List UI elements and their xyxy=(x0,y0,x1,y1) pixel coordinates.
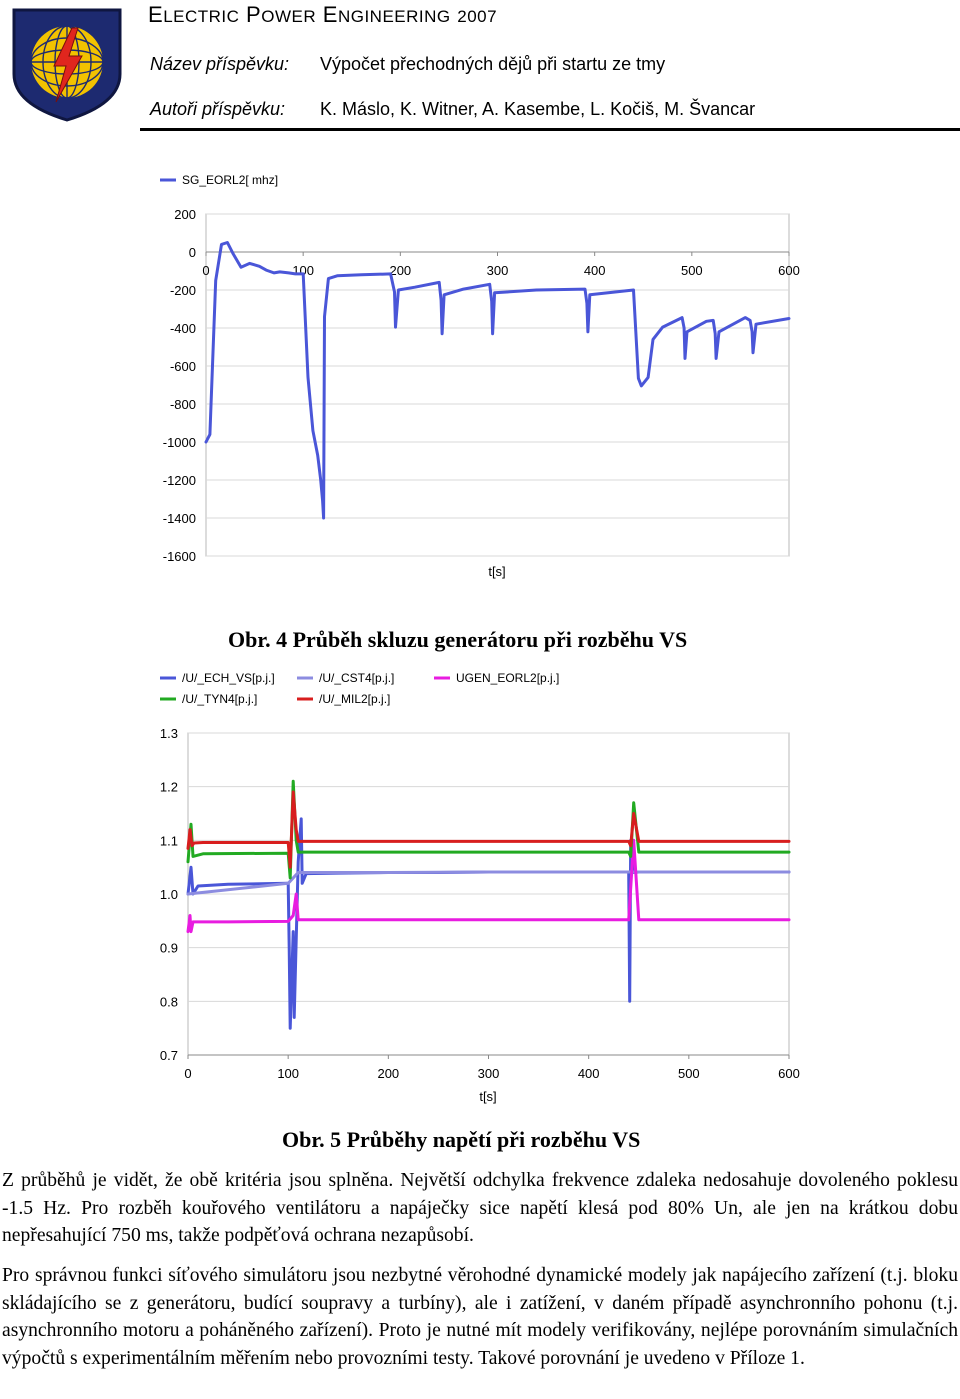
y-tick-label: -600 xyxy=(169,359,196,374)
x-tick-label: 0 xyxy=(202,263,210,278)
slip-chart xyxy=(0,160,960,590)
x-tick-label: 0 xyxy=(184,1066,192,1081)
x-tick-label: 300 xyxy=(477,1066,500,1081)
authors-value: K. Máslo, K. Witner, A. Kasembe, L. Kočiš, M. Švancar xyxy=(320,99,756,119)
y-tick-label: 1.3 xyxy=(159,726,178,741)
x-tick-label: 500 xyxy=(677,1066,700,1081)
y-tick-label: -1400 xyxy=(162,511,196,526)
conference-name: ELECTRIC POWER ENGINEERING 2007 xyxy=(148,2,498,27)
x-tick-label: 200 xyxy=(377,1066,400,1081)
x-tick-label: 400 xyxy=(583,263,606,278)
x-tick-label: 100 xyxy=(277,1066,300,1081)
voltage-chart xyxy=(0,660,960,1115)
authors-label: Autoři příspěvku: xyxy=(150,99,286,119)
y-tick-label: 0.7 xyxy=(159,1048,178,1063)
y-tick-label: 0.9 xyxy=(159,940,178,956)
figure4-caption: Obr. 4 Průběh skluzu generátoru při rozběhu VS xyxy=(228,627,688,652)
x-tick-label: 100 xyxy=(292,263,315,278)
legend-entry: /U/_ECH_VS[p.j.] xyxy=(182,671,275,685)
legend-entry: /U/_TYN4[p.j.] xyxy=(182,692,258,706)
x-tick-label: 600 xyxy=(778,263,800,278)
body-paragraph-1: Z průběhů je vidět, že obě kritéria jsou splněna. Největší odchylka frekvence zdaleka nedosahuje dovoleného poklesu -1.5 Hz. Pro rozběh kouřového ventilátoru a napáječky sice napětí klesá pod 80% Un, ale jen na krátkou dobu nepřesahující 750 ms, takže podpěťová ochrana nezapůsobí. xyxy=(2,1170,958,1246)
legend-entry: SG_EORL2[ mhz] xyxy=(182,173,279,187)
y-tick-label: 1.1 xyxy=(159,833,178,849)
y-tick-label: -1000 xyxy=(162,435,196,450)
y-tick-label: 1.0 xyxy=(159,887,178,902)
y-tick-label: -1600 xyxy=(162,549,196,564)
body-paragraph-2: Pro správnou funkci síťového simulátoru jsou nezbytné věrohodné dynamické modely jak napájecího zařízení (t.j. bloku skládajícího se z generátoru, budící soupravy a turbíny), ale i zatížení, v daném případě asynchronního pohonu (t.j. asynchronního motoru a poháněného zařízení). Proto je nutné mít modely verifikovány, nejlépe porovnáním simulačních výpočtů s experimentálním měřením nebo provozními testy. Takové porovnání je uvedeno v Příloze 1. xyxy=(2,1265,958,1369)
y-tick-label: -200 xyxy=(169,283,196,298)
y-tick-label: -400 xyxy=(169,321,196,336)
y-tick-label: -800 xyxy=(169,397,196,412)
x-tick-label: 400 xyxy=(577,1066,600,1081)
page-header xyxy=(0,0,960,132)
x-tick-label: 600 xyxy=(778,1066,800,1081)
y-tick-label: -1200 xyxy=(162,473,196,488)
x-tick-label: 500 xyxy=(680,263,703,278)
x-tick-label: 200 xyxy=(389,263,412,278)
y-tick-label: 0.8 xyxy=(159,994,178,1010)
y-tick-label: 1.2 xyxy=(159,779,178,795)
legend-entry: UGEN_EORL2[p.j.] xyxy=(456,671,560,685)
x-tick-label: 300 xyxy=(486,263,509,278)
header-rule xyxy=(140,128,960,131)
title-label: Název příspěvku: xyxy=(150,54,290,74)
conference-logo xyxy=(6,4,128,122)
x-axis-label: t[s] xyxy=(479,1089,497,1104)
y-tick-label: 0 xyxy=(188,245,196,260)
y-tick-label: 200 xyxy=(174,207,196,222)
title-value: Výpočet přechodných dějů při startu ze tmy xyxy=(320,54,666,74)
legend-entry: /U/_MIL2[p.j.] xyxy=(319,692,391,706)
x-axis-label: t[s] xyxy=(488,564,506,579)
legend-entry: /U/_CST4[p.j.] xyxy=(319,671,395,685)
figure5-caption: Obr. 5 Průběhy napětí při rozběhu VS xyxy=(282,1127,641,1152)
